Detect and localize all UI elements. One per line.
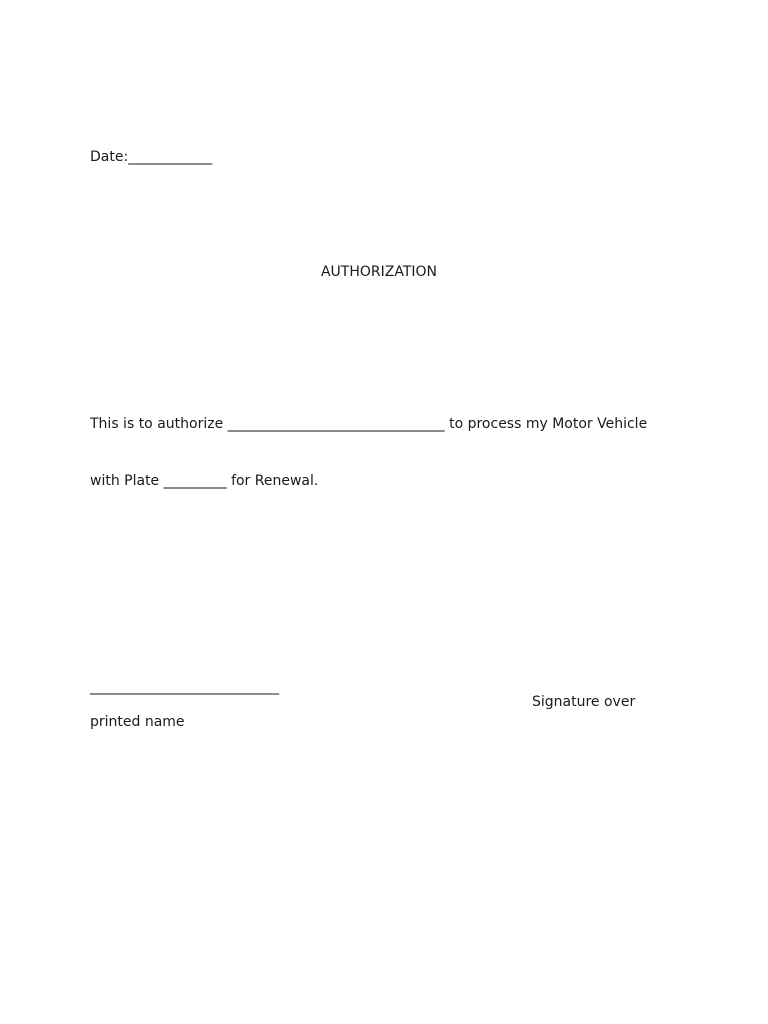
authorization-text-line-2: with Plate _________ for Renewal. (90, 473, 319, 489)
signature-label: Signature over (532, 694, 636, 710)
signature-line: ___________________________ (90, 679, 279, 695)
document-title: AUTHORIZATION (320, 264, 438, 280)
date-label: Date: (90, 149, 129, 165)
printed-name-label: printed name (90, 714, 185, 730)
date-blank: ____________ (128, 149, 213, 165)
date-field (90, 148, 212, 166)
authorization-text-line-1: This is to authorize _______________________________ to process my Motor Vehicle (90, 416, 648, 432)
